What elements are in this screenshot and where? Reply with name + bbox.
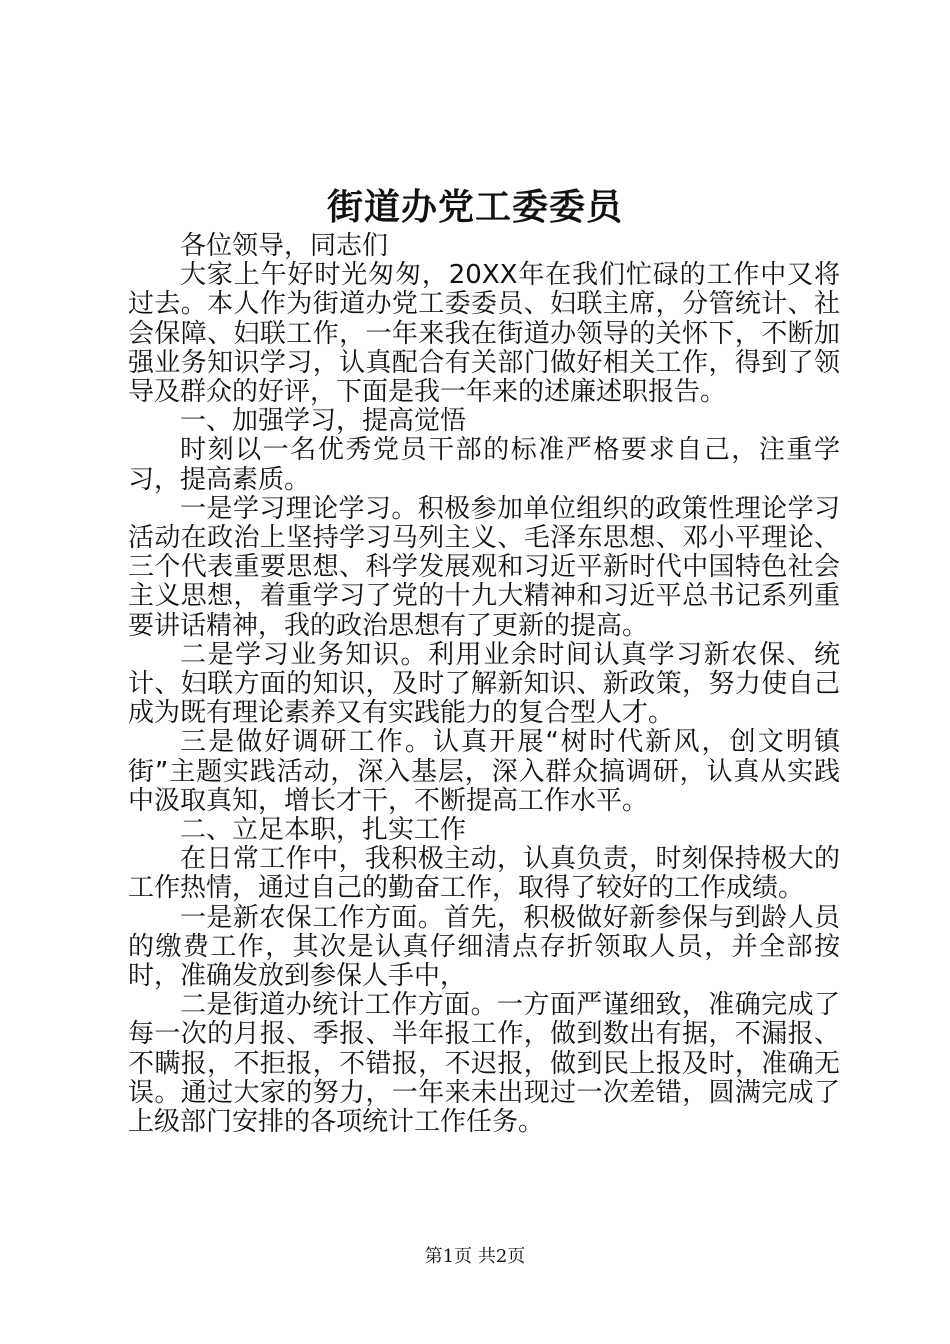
paragraph-intro: 大家上午好时光匆匆，20XX年在我们忙碌的工作中又将过去。本人作为街道办党工委委员、妇联主席，分管统计、社会保障、妇联工作，一年来我在街道办领导的关怀下，不断加强业务知识学习，认真配合有关部门做好相关工作，得到了领导及群众的好评，下面是我一年来的述廉述职报告。	[128, 260, 840, 408]
section-heading-2: 二、立足本职，扎实工作	[180, 815, 467, 846]
paragraph-research: 三是做好调研工作。认真开展“树时代新风，创文明镇街”主题实践活动，深入基层，深入群众搞调研，认真从实践中汲取真知，增长才干，不断提高工作水平。	[128, 727, 840, 816]
paragraph-theory-study: 一是学习理论学习。积极参加单位组织的政策性理论学习活动在政治上坚持学习马列主义、毛泽东思想、邓小平理论、三个代表重要思想、科学发展观和习近平新时代中国特色社会主义思想，着重学习了党的十九大精神和习近平总书记系列重要讲话精神，我的政治思想有了更新的提高。	[128, 493, 840, 641]
document-title: 街道办党工委委员	[326, 186, 623, 228]
salutation: 各位领导，同志们	[180, 231, 389, 261]
paragraph-statistics-work: 二是街道办统计工作方面。一方面严谨细致，准确完成了每一次的月报、季报、半年报工作，做到数出有据，不漏报、不瞒报，不拒报，不错报，不迟报，做到民上报及时，准确无误。通过大家的努力，一年来未出现过一次差错，圆满完成了上级部门安排的各项统计工作任务。	[128, 990, 840, 1138]
paragraph-business-study: 二是学习业务知识。利用业余时间认真学习新农保、统计、妇联方面的知识，及时了解新知识、新政策，努力使自己成为既有理论素养又有实践能力的复合型人才。	[128, 639, 840, 729]
paragraph-daily-work: 在日常工作中，我积极主动，认真负责，时刻保持极大的工作热情，通过自己的勤奋工作，取得了较好的工作成绩。	[128, 844, 840, 904]
document-body	[128, 232, 840, 1137]
paragraph-insurance-work: 一是新农保工作方面。首先，积极做好新参保与到龄人员的缴费工作，其次是认真仔细清点存折领取人员，并全部按时，准确发放到参保人手中，	[128, 902, 840, 992]
paragraph-study-summary: 时刻以一名优秀党员干部的标准严格要求自己，注重学习，提高素质。	[128, 435, 840, 495]
section-heading-1: 一、加强学习，提高觉悟	[180, 406, 467, 437]
page-number: 第1页 共2页	[424, 1246, 526, 1267]
